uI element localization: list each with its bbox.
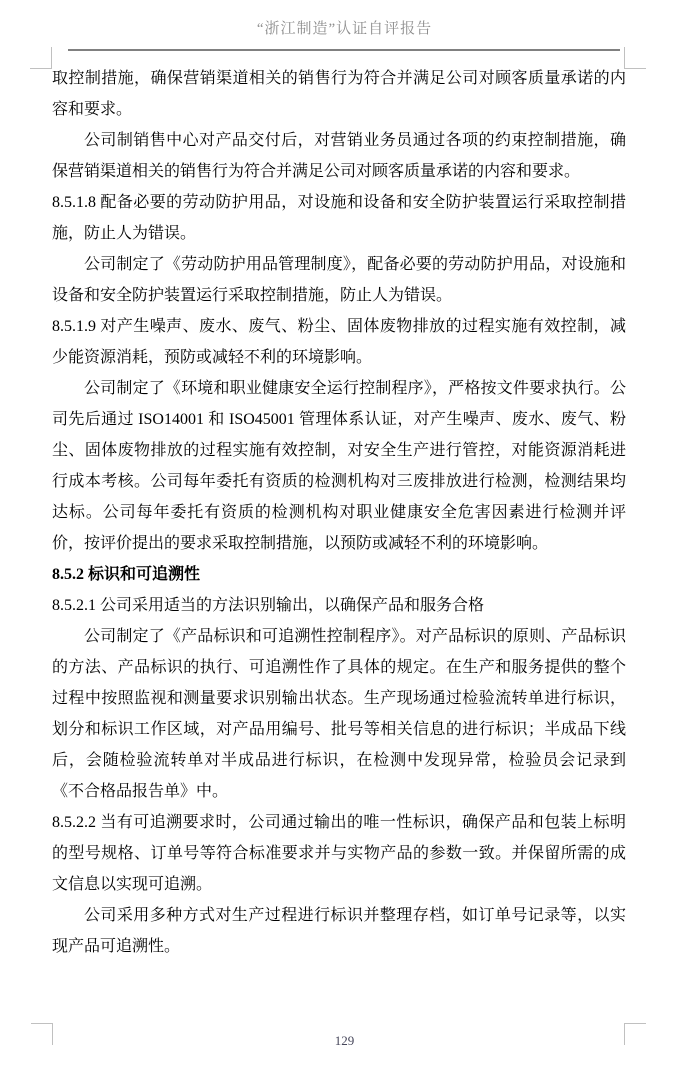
document-body [52, 63, 626, 962]
body-paragraph: 8.5.1.9 对产生噪声、废水、废气、粉尘、固体废物排放的过程实施有效控制，减少能资源消耗，预防或减轻不利的环境影响。 [52, 318, 626, 366]
crop-mark-top-left [30, 47, 52, 69]
body-paragraph: 取控制措施，确保营销渠道相关的销售行为符合并满足公司对顾客质量承诺的内容和要求。 [52, 70, 626, 118]
body-paragraph: 公司制定了《劳动防护用品管理制度》，配备必要的劳动防护用品，对设施和设备和安全防护装置运行采取控制措施，防止人为错误。 [52, 256, 626, 304]
body-paragraph: 公司制定了《产品标识和可追溯性控制程序》。对产品标识的原则、产品标识的方法、产品标识的执行、可追溯性作了具体的规定。在生产和服务提供的整个过程中按照监视和测量要求识别输出状态。生产现场通过检验流转单进行标识，划分和标识工作区域，对产品用编号、批号等相关信息的进行标识；半成品下线后，会随检验流转单对半成品进行标识，在检测中发现异常，检验员会记录到《不合格品报告单》中。 [52, 628, 626, 800]
body-paragraph: 8.5.1.8 配备必要的劳动防护用品，对设施和设备和安全防护装置运行采取控制措施，防止人为错误。 [52, 194, 626, 242]
body-paragraph: 公司制定了《环境和职业健康安全运行控制程序》，严格按文件要求执行。公司先后通过 ISO14001 和 ISO45001 管理体系认证，对产生噪声、废水、废气、粉尘、固体废物排放的过程实施有效控制，对安全生产进行管控，对能资源消耗进行成本考核。公司每年委托有资质的检测机构对三废排放进行检测，检测结果均达标。公司每年委托有资质的检测机构对职业健康安全危害因素进行检测并评价，按评价提出的要求采取控制措施，以预防或减轻不利的环境影响。 [52, 380, 626, 552]
section-heading: 8.5.2 标识和可追溯性 [52, 566, 201, 583]
crop-mark-top-right [624, 47, 646, 69]
body-paragraph: 8.5.2.1 公司采用适当的方法识别输出，以确保产品和服务合格 [52, 597, 485, 614]
header-title: “浙江制造”认证自评报告 [256, 21, 433, 37]
body-paragraph: 8.5.2.2 当有可追溯要求时，公司通过输出的唯一性标识，确保产品和包装上标明的型号规格、订单号等符合标准要求并与实物产品的参数一致。并保留所需的成文信息以实现可追溯。 [52, 814, 626, 893]
header-rule [68, 49, 620, 51]
body-paragraph: 公司制销售中心对产品交付后，对营销业务员通过各项的约束控制措施，确保营销渠道相关的销售行为符合并满足公司对顾客质量承诺的内容和要求。 [52, 132, 626, 180]
page-number: 129 [334, 1033, 355, 1048]
body-paragraph: 公司采用多种方式对生产过程进行标识并整理存档，如订单号记录等，以实现产品可追溯性。 [52, 907, 626, 955]
